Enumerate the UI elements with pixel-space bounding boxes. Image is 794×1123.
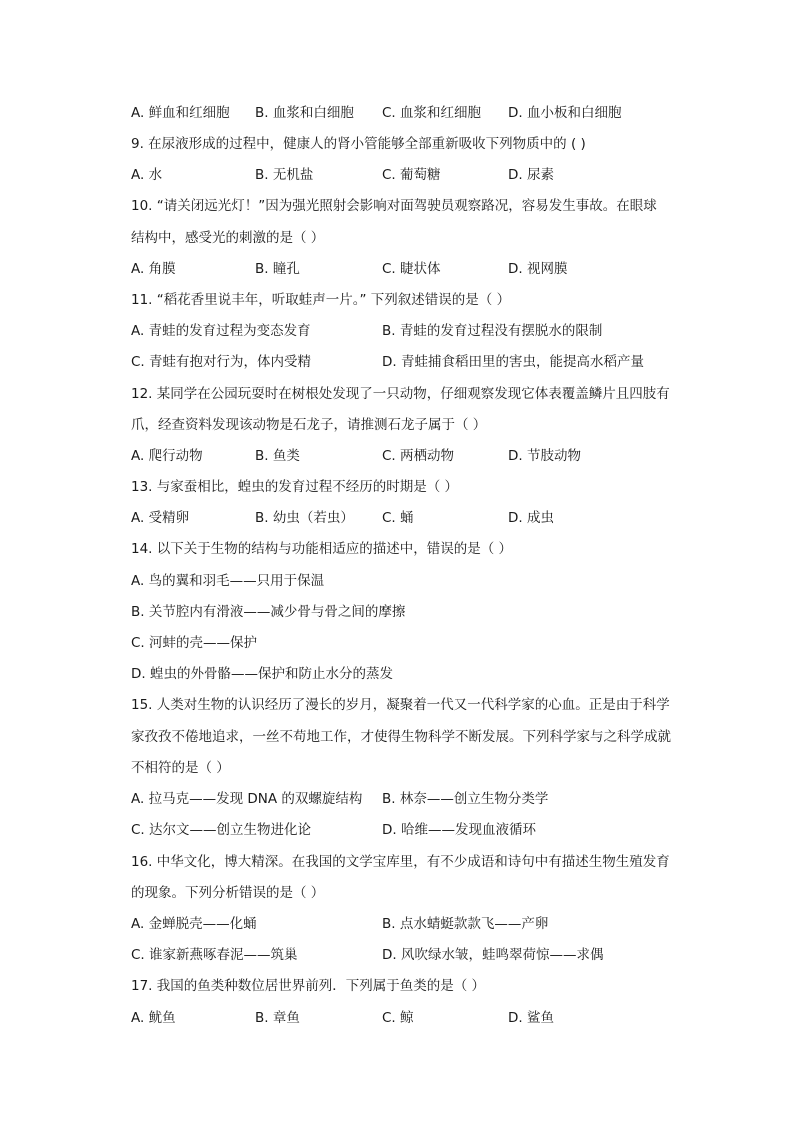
q10-option-a[interactable]: A. 角膜 [131,261,176,277]
q9-stem: 9. 在尿液形成的过程中，健康人的肾小管能够全部重新吸收下列物质中的 ( ) [131,136,586,152]
q17-option-a[interactable]: A. 鱿鱼 [131,1010,176,1026]
q15-option-c[interactable]: C. 达尔文——创立生物进化论 [131,822,312,838]
q13-option-d[interactable]: D. 成虫 [508,510,554,526]
q15-option-a[interactable]: A. 拉马克——发现 DNA 的双螺旋结构 [131,791,363,807]
q15-option-d[interactable]: D. 哈维——发现血液循环 [382,822,536,838]
q14-option-d[interactable]: D. 蝗虫的外骨骼——保护和防止水分的蒸发 [131,666,393,682]
q12-option-b[interactable]: B. 鱼类 [255,448,300,464]
q11-option-d[interactable]: D. 青蛙捕食稻田里的害虫，能提高水稻产量 [382,354,644,370]
q9-option-d[interactable]: D. 尿素 [508,167,554,183]
q8-option-a[interactable]: A. 鲜血和红细胞 [131,105,230,121]
q17-option-b[interactable]: B. 章鱼 [255,1010,300,1026]
q11-stem: 11. “稻花香里说丰年，听取蛙声一片。” 下列叙述错误的是（ ） [131,292,511,308]
q16-stem-line-1: 16. 中华文化，博大精深。在我国的文学宝库里，有不少成语和诗句中有描述生物生殖发育 [131,854,670,870]
q16-option-a[interactable]: A. 金蝉脱壳——化蛹 [131,916,257,932]
q14-option-c[interactable]: C. 河蚌的壳——保护 [131,635,258,651]
q14-option-b[interactable]: B. 关节腔内有滑液——减少骨与骨之间的摩擦 [131,604,406,620]
q8-option-d[interactable]: D. 血小板和白细胞 [508,105,622,121]
q10-option-b[interactable]: B. 瞳孔 [255,261,300,277]
q16-option-b[interactable]: B. 点水蜻蜓款款飞——产卵 [382,916,549,932]
q10-stem-line-1: 10. “请关闭远光灯！”因为强光照射会影响对面驾驶员观察路况，容易发生事故。在眼球 [131,198,657,214]
q10-option-c[interactable]: C. 睫状体 [382,261,441,277]
q12-option-d[interactable]: D. 节肢动物 [508,448,581,464]
q12-option-a[interactable]: A. 爬行动物 [131,448,203,464]
q12-stem-line-1: 12. 某同学在公园玩耍时在树根处发现了一只动物，仔细观察发现它体表覆盖鳞片且四肢有 [131,386,670,402]
q13-stem: 13. 与家蚕相比，蝗虫的发育过程不经历的时期是（ ） [131,479,459,495]
q8-option-c[interactable]: C. 血浆和红细胞 [382,105,482,121]
q8-option-b[interactable]: B. 血浆和白细胞 [255,105,354,121]
q11-option-a[interactable]: A. 青蛙的发育过程为变态发育 [131,323,311,339]
q13-option-a[interactable]: A. 受精卵 [131,510,190,526]
q15-option-b[interactable]: B. 林奈——创立生物分类学 [382,791,549,807]
q17-option-c[interactable]: C. 鲸 [382,1010,414,1026]
q15-stem-line-3: 不相符的是（ ） [131,760,230,776]
q16-option-c[interactable]: C. 谁家新燕啄春泥——筑巢 [131,947,298,963]
q17-stem: 17. 我国的鱼类种数位居世界前列．下列属于鱼类的是（ ） [131,978,486,994]
q12-option-c[interactable]: C. 两栖动物 [382,448,455,464]
q9-option-b[interactable]: B. 无机盐 [255,167,314,183]
q16-option-d[interactable]: D. 风吹绿水皱，蛙鸣翠荷惊——求偶 [382,947,604,963]
q14-stem: 14. 以下关于生物的结构与功能相适应的描述中，错误的是（ ） [131,541,513,557]
q9-option-a[interactable]: A. 水 [131,167,163,183]
q11-option-b[interactable]: B. 青蛙的发育过程没有摆脱水的限制 [382,323,603,339]
q13-option-b[interactable]: B. 幼虫（若虫） [255,510,354,526]
q16-stem-line-2: 的现象。下列分析错误的是（ ） [131,885,325,901]
q17-option-d[interactable]: D. 鲨鱼 [508,1010,554,1026]
q15-stem-line-2: 家孜孜不倦地追求，一丝不苟地工作，才使得生物科学不断发展。下列科学家与之科学成就 [131,729,671,745]
q14-option-a[interactable]: A. 鸟的翼和羽毛——只用于保温 [131,573,325,589]
q13-option-c[interactable]: C. 蛹 [382,510,414,526]
q11-option-c[interactable]: C. 青蛙有抱对行为，体内受精 [131,354,312,370]
q12-stem-line-2: 爪，经查资料发现该动物是石龙子，请推测石龙子属于（ ） [131,417,487,433]
q15-stem-line-1: 15. 人类对生物的认识经历了漫长的岁月，凝聚着一代又一代科学家的心血。正是由于科学 [131,697,670,713]
q10-stem-line-2: 结构中，感受光的刺激的是（ ） [131,230,325,246]
q10-option-d[interactable]: D. 视网膜 [508,261,568,277]
q9-option-c[interactable]: C. 葡萄糖 [382,167,441,183]
